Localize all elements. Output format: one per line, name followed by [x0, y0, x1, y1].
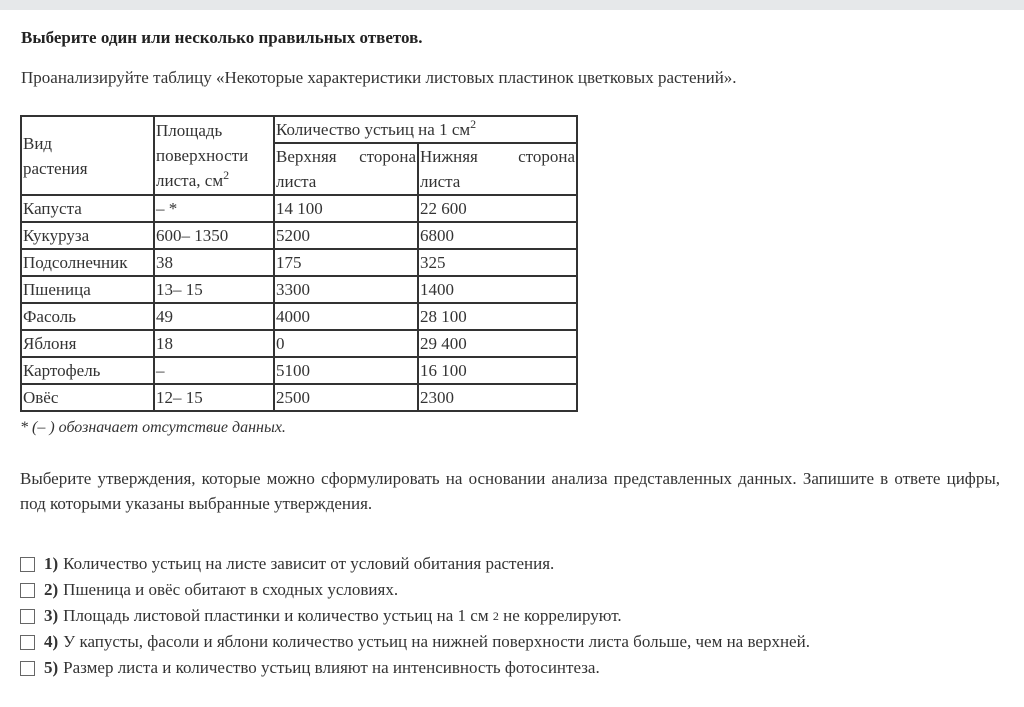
cell-area: – *	[154, 195, 274, 222]
cell-lower: 29 400	[418, 330, 577, 357]
cell-area: 38	[154, 249, 274, 276]
cell-area: 49	[154, 303, 274, 330]
cell-plant: Фасоль	[21, 303, 154, 330]
table-row	[21, 222, 577, 249]
cell-lower: 28 100	[418, 303, 577, 330]
table-row	[21, 384, 577, 411]
cell-plant: Картофель	[21, 357, 154, 384]
option-number: 2)	[44, 580, 59, 599]
option-2-checkbox[interactable]	[20, 583, 35, 598]
option-1[interactable]	[20, 551, 810, 577]
table-row	[21, 249, 577, 276]
option-2[interactable]	[20, 577, 810, 603]
cell-upper: 3300	[274, 276, 418, 303]
cell-upper: 175	[274, 249, 418, 276]
cell-upper: 14 100	[274, 195, 418, 222]
cell-plant: Яблоня	[21, 330, 154, 357]
table-row	[21, 330, 577, 357]
cell-plant: Подсолнечник	[21, 249, 154, 276]
cell-upper: 5100	[274, 357, 418, 384]
option-text: Площадь листовой пластинки и количество устьиц на 1 см	[63, 606, 489, 625]
cell-plant: Пшеница	[21, 276, 154, 303]
table-row	[21, 195, 577, 222]
header-lower-side: Нижняя сторона листа	[418, 143, 577, 195]
option-text: Размер листа и количество устьиц влияют на интенсивность фотосинтеза.	[63, 658, 600, 677]
option-number: 5)	[44, 658, 59, 677]
cell-plant: Кукуруза	[21, 222, 154, 249]
table-footnote: * (– ) обозначает отсутствие данных.	[20, 419, 286, 436]
cell-upper: 5200	[274, 222, 418, 249]
option-5[interactable]	[20, 655, 810, 681]
table-row	[21, 303, 577, 330]
cell-lower: 1400	[418, 276, 577, 303]
option-1-checkbox[interactable]	[20, 557, 35, 572]
cell-area: 13– 15	[154, 276, 274, 303]
cell-lower: 325	[418, 249, 577, 276]
option-4[interactable]	[20, 629, 810, 655]
cell-area: 18	[154, 330, 274, 357]
intro-text: Проанализируйте таблицу «Некоторые характеристики листовых пластинок цветковых растений».	[21, 68, 737, 87]
cell-area: –	[154, 357, 274, 384]
option-number: 1)	[44, 554, 59, 573]
option-3[interactable]: 3) Площадь листовой пластинки и количество устьиц на 1 см 2 не коррелируют.	[20, 603, 810, 629]
option-text: Пшеница и овёс обитают в сходных условиях.	[63, 580, 399, 599]
cell-upper: 4000	[274, 303, 418, 330]
instruction-text: Выберите один или несколько правильных ответов.	[21, 28, 423, 47]
table-row	[21, 276, 577, 303]
header-stomata: Количество устьиц на 1 $см^2$	[274, 116, 577, 143]
cell-upper: 0	[274, 330, 418, 357]
cell-lower: 22 600	[418, 195, 577, 222]
cell-plant: Овёс	[21, 384, 154, 411]
cell-upper: 2500	[274, 384, 418, 411]
table-header-row	[21, 116, 577, 143]
option-number: 4)	[44, 632, 59, 651]
option-4-checkbox[interactable]	[20, 635, 35, 650]
option-number: 3)	[44, 606, 59, 625]
option-text: Количество устьиц на листе зависит от условий обитания растения.	[63, 554, 555, 573]
cell-lower: 16 100	[418, 357, 577, 384]
option-text-after: не коррелируют.	[503, 606, 622, 625]
header-upper-side: Верхняя сторона листа	[274, 143, 418, 195]
cell-lower: 6800	[418, 222, 577, 249]
option-5-checkbox[interactable]	[20, 661, 35, 676]
option-text: У капусты, фасоли и яблони количество устьиц на нижней поверхности листа больше, чем на верхней.	[63, 632, 810, 651]
cell-area: 600– 1350	[154, 222, 274, 249]
plant-characteristics-table	[20, 115, 578, 412]
answer-options	[20, 551, 810, 681]
option-3-checkbox[interactable]	[20, 609, 35, 624]
cell-plant: Капуста	[21, 195, 154, 222]
cell-lower: 2300	[418, 384, 577, 411]
header-plant: Вид растения	[21, 116, 154, 195]
top-bar	[0, 0, 1024, 10]
cell-area: 12– 15	[154, 384, 274, 411]
header-area: Площадь поверхности листа, $см^2$	[154, 116, 274, 195]
table-row	[21, 357, 577, 384]
task-text: Выберите утверждения, которые можно сформулировать на основании анализа представленных данных. Запишите в ответе цифры, под которыми указаны выбранные утверждения.	[20, 469, 1000, 513]
